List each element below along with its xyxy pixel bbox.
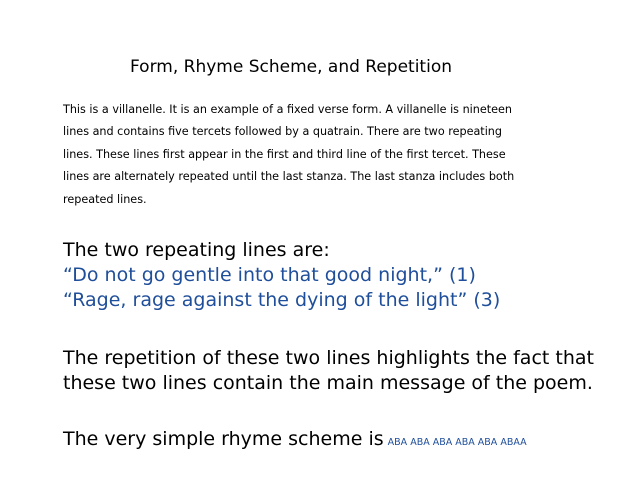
significance-line: The repetition of these two lines highlights the fact that [63,347,594,369]
intro-line: lines are alternately repeated until the last stanza. The last stanza includes both [63,170,515,184]
intro-line: repeated lines. [63,192,147,206]
intro-line: lines and contains five tercets followed by a quatrain. There are two repeating [63,125,502,139]
refrain-line-1: “Do not go gentle into that good night,” (1) [63,264,476,286]
slide-title: Form, Rhyme Scheme, and Repetition [130,57,452,77]
rhyme-scheme-value: ABA ABA ABA ABA ABA ABAA [387,437,527,448]
rhyme-scheme-label: The very simple rhyme scheme is [63,428,384,450]
intro-paragraph [63,99,543,211]
intro-line: This is a villanelle. It is an example of a fixed verse form. A villanelle is nineteen [63,103,512,116]
significance-line: these two lines contain the main message of the poem. [63,372,593,394]
rhyme-scheme-block [63,427,623,455]
repeating-lines-block [63,238,623,313]
repeating-lines-heading: The two repeating lines are: [63,239,330,261]
intro-line: lines. These lines first appear in the first and third line of the first tercet. These [63,147,506,161]
refrain-line-2: “Rage, rage against the dying of the light” (3) [63,289,501,311]
significance-block [63,346,623,396]
